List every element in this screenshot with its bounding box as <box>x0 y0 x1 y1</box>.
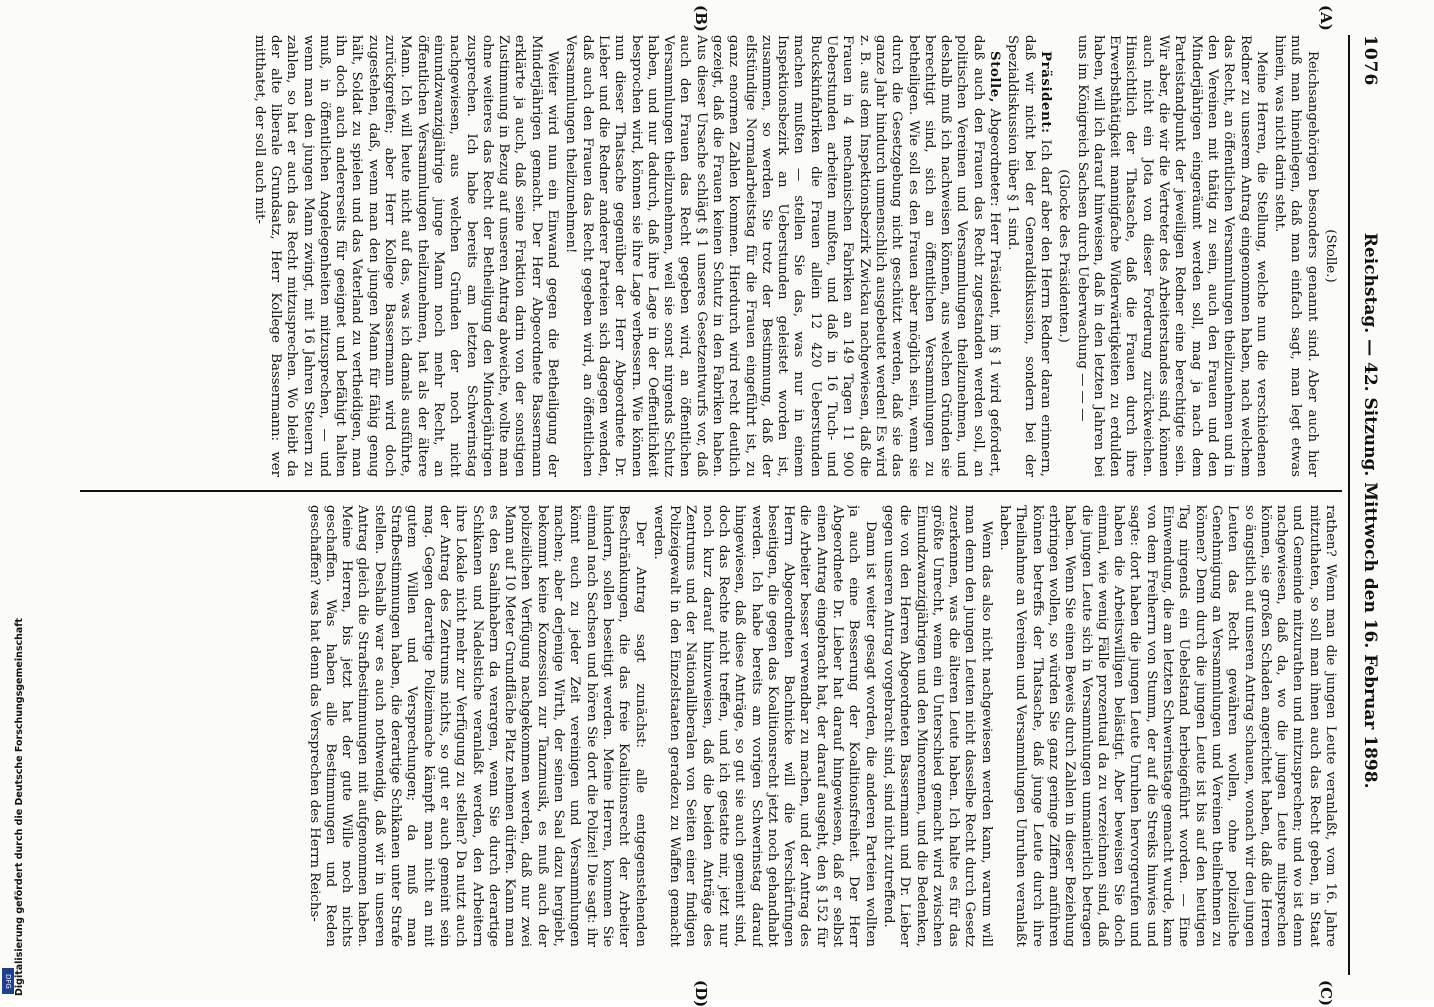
paragraph: Dann ist weiter gesagt worden, die anderen Parteien wollten ja auch eine Besserung der Koalitionsfreiheit. Der Herr Abgeordnete Dr. Lieber hat darauf hingewiesen, daß er selbst einen Antrag eingebracht hat, der darauf ausgeht, den § 152 für die Arbeiter besser verwendbar zu machen, und der Antrag des Herrn Abgeordneten Bachnicke will die Verschärfungen beseitigen, die gegen das Koalitionsrecht jetzt noch gehandhabt werden. Ich habe bereits am vorigen Schwerinstag darauf hingewiesen, daß diese Anträge, so gut sie auch gemeint sind, doch das Rechte nicht treffen, und ich gestatte mir, jetzt nur noch kurz darauf hinzuweisen, daß die beiden Anträge des Zentrums und der Nationalliberalen von Seiten einer findigen Polizeigewalt in den Einzelstaaten geradezu zu Waffen gemacht werden. <box>650 505 878 947</box>
paragraph: Meine Herren, die Stellung, welche nun die verschiedenen Redner zu unserem Antrag eingenommen haben, nach welchem das Recht, an öffentlichen Versammlungen theilzunehmen und in den Vereinen mit thätig zu sein, auch den Frauen und den Minderjährigen eingeräumt werden soll, mag ja nach dem Parteistandpunkt der jeweiligen Redner eine berechtigte sein. Wir aber, die wir die Vertreter des Arbeiterstandes sind, können auch nicht ein Jota von dieser Forderung zurückweichen. Hinsichtlich der Thatsache, daß die Frauen durch ihre Erwerbsthätigkeit mannigfache Widerwärtigkeiten zu erdulden haben, will ich darauf hinweisen, daß in den letzten Jahren bei uns im Königreich Sachsen durch Ueberwachung — — — <box>1074 35 1269 477</box>
paragraph: Wenn das also nicht nachgewiesen werden kann, warum will man denn den jungen Leuten nicht dasselbe Recht durch Gesetz zuerkennen, was die älteren Leute haben. Ich halte es für das größte Unrecht, wenn ein Unterschied gemacht wird zwischen Einundzwanzigjährigen und den Minorennen, und die Bedenken, die von den Herren Abgeordneten Bassermann und Dr. Lieber gegen unseren Antrag vorgebracht sind, sind nicht zutreffend. <box>880 505 994 947</box>
column-divider <box>80 490 1342 492</box>
margin-marker-b: (B) <box>692 5 710 32</box>
president-label: Präsident: <box>1037 51 1053 134</box>
margin-marker-c: (C) <box>1317 980 1335 1007</box>
margin-marker-d: (D) <box>692 980 710 1007</box>
page-number: 1076 <box>1360 35 1380 87</box>
paragraph: Der Antrag sagt zunächst: alle entgegenstehenden Beschränkungen, die das freie Koalitionsrecht der Arbeiter hindern, sollen beseitigt werden. Meine Herren, kommen Sie einmal nach Sachsen und hören Sie dort die Polizei! Die sagt: ihr könnt euch zu jeder Zeit vereinigen und Versammlungen machen; aber derjenige Wirth, der seinen Saal dazu hergiebt, bekommt keine Konzession zur Tanzmusik, es muß auch der polizeilichen Verfügung nachgekommen werden, daß nur zwei Mann auf 10 Meter Grundfläche Platz nehmen dürfen. Kann man es den Saalinhabern da verargen, wenn Sie durch derartige Schikanen und Nadelstiche veranlaßt werden, den Arbeitern ihre Lokale nicht mehr zur Verfügung zu stellen? Da nutzt auch der Antrag des Zentrums nichts, so gut er auch gemeint sein mag. Gegen derartige Polizeimache kämpft man nicht an mit gutem Willen und Versprechungen; da muß man Strafbestimmungen haben, die derartige Schikanen unter Strafe stellen. Deshalb war es auch nothwendig, daß wir in unseren Antrag gleich die Strafbestimmungen mit aufgenommen haben. Meine Herren, bis jetzt hat der gute Wille noch nichts geschaffen. Was haben alle Bestimmungen und Reden geschaffen? was hat denn das Versprechen des Herrn Reichs- <box>306 505 648 947</box>
stolle-label: Stolle, <box>987 51 1003 104</box>
bell-note: (Glocke des Präsidenten.) <box>1056 169 1072 343</box>
digitization-credit: Digitalisierung gefördert durch die Deutsche Forschungsgemeinschaft <box>14 618 25 996</box>
stolle-text: Abgeordneter: Herr Präsident, im § 1 wird gefordert, daß auch den Frauen das Recht zugestanden werden soll, an politischen Vereinen und Versammlungen theilzunehmen, und deshalb muß ich nachweisen können, aus welchen Gründen sie berechtigt sind, sich an öffentlichen Versammlungen zu betheiligen. Wie soll es den Frauen aber möglich sein, wenn sie durch die Gesetzgebung nicht geschützt werden, daß sie das ganze Jahr hindurch unmenschlich ausgebeutet werden! Es wird z. B. aus dem Inspektionsbezirk Zwickau nachgewiesen, daß die Frauen in 4 mechanischen Fabriken an 149 Tagen 11 900 Ueberstunden arbeiten mußten, und daß in 16 Tuch- und Buckskinfabriken die Frauen allein 12 420 Ueberstunden machen mußten — stellen Sie das, was nur in einem Inspektionsbezirk an Ueberstunden geleistet worden ist, zusammen, so werden Sie trotz der Bestimmung, daß der elfstündige Normalarbeitstag für die Frauen eingeführt ist, zu ganz enormen Zahlen kommen. Hierdurch wird recht deutlich gezeigt, daß die Frauen keinen Schutz in den Fabriken haben. Aus dieser Ursache schlägt § 1 unseres Gesetzentwurfs vor, daß auch den Frauen das Recht gegeben wird, an öffentlichen Versammlungen theilzunehmen, weil sie sonst nirgends Schutz haben, und nur dadurch, daß ihre Lage in der Oeffentlichkeit besprochen wird, können sie ihre Lage verbessern. Wie können nun dieser Thatsache gegenüber der Herr Abgeordnete Dr. Lieber und die Redner anderer Parteien sich dagegen wenden, daß auch den Frauen das Recht gegeben wird, an öffentlichen Versammlungen theilzunehmen! <box>563 35 1003 477</box>
digitization-credit-strip <box>0 0 25 1000</box>
paragraph: Weiter wird nun ein Einwand gegen die Betheiligung der Minderjährigen gemacht. Der Herr Abgeordnete Bassermann erklärte ja auch, daß seine Fraktion darin von der sonstigen Zustimmung in Bezug auf unseren Antrag abweiche, wollte man ohne weiteres das Recht der Betheiligung den Minderjährigen zusprechen. Ich habe bereits am letzten Schwerinstag nachgewiesen, aus welchen Gründen der noch nicht einundzwanzigjährige junge Mann noch mehr Recht, an öffentlichen Versammlungen theilzunehmen, hat als der ältere Mann. Ich will heute nicht auf das, was ich damals ausführte, zurückgreifen; aber Herr Kollege Bassermann wird doch zugestehen, daß, wenn man den jungen Mann für fähig genug hält, Soldat zu spielen und das Vaterland zu vertheidigen, man ihn doch auch andererseits für geeignet und befähigt halten muß, in öffentlichen Angelegenheiten mitzusprechen, — und wenn man den jungen Mann zwingt, mit 16 Jahren Steuern zu zahlen, so hat er auch das Recht mitzusprechen. Wo bleibt da der alte liberale Grundsatz, Herr Kollege Bassermann: wer mitthatet, der soll auch mit- <box>251 35 561 477</box>
speaker-note: (Stolle.) <box>1323 229 1338 283</box>
margin-marker-a: (A) <box>1317 5 1335 31</box>
stolle-paragraph <box>562 35 1002 477</box>
left-column <box>88 35 1338 477</box>
president-paragraph <box>1004 35 1053 477</box>
rotated-page-content <box>70 5 1390 1007</box>
president-text: Ich darf aber den Herrn Redner daran erinnern, daß wir nicht bei der Generaldiskussion, sondern bei der Spezialdiskussion über § 1 sind. <box>1005 35 1053 477</box>
page-title: Reichstag. — 42. Sitzung. Mittwoch den 16. Februar 1898. <box>1360 232 1380 789</box>
paragraph: Reichsangehörigen besonders genannt sind. Aber auch hier muß man hineinlegen, daß man einfach sagt, man legt etwas hinein, was nicht darin steht. <box>1272 35 1320 477</box>
page-header <box>1348 35 1390 975</box>
paragraph: rathen? Wenn man die jungen Leute veranlaßt, vom 16. Jahre mitzuthaten, so soll man ihnen auch das Recht geben, in Staat und Gemeinde mitzurathen und mitzusprechen; und wo ist denn nachgewiesen, daß da, wo die jungen Leute mitsprechen können, sie großen Schaden angerichtet haben, daß die Herren so ängstlich auf unseren Antrag schauen, wonach wir den jungen Leuten das Recht gewähren wollen, ohne polizeiliche Genehmigung an Versammlungen und Vereinen theilnehmen zu können? Denn durch die jungen Leute ist bis auf den heutigen Tag nirgends ein Uebelstand herbeigeführt worden. — Eine Einwendung, die am letzten Schwerinstage gemacht wurde, kam von dem Freiherrn von Stumm, der auf die Streiks hinwies und sagte: dort haben die jungen Leute Unruhen hervorgerufen und haben die Arbeitswilligen belästigt. Aber beweisen Sie doch einmal, wie wenig Fälle prozentual da zu verzeichnen sind, daß die jungen Leute sich in Versammlungen unmanierlich betragen haben. Wenn Sie einen Beweis durch Zahlen in dieser Beziehung erbringen wollen, so würden Sie ganz geringe Ziffern anführen können betreffs der Thatsache, daß junge Leute durch ihre Theilnahme an Vereinen und Versammlungen Unruhen veranlaßt haben. <box>997 505 1338 947</box>
dfg-logo: DFG <box>2 968 14 994</box>
right-column <box>88 505 1338 947</box>
